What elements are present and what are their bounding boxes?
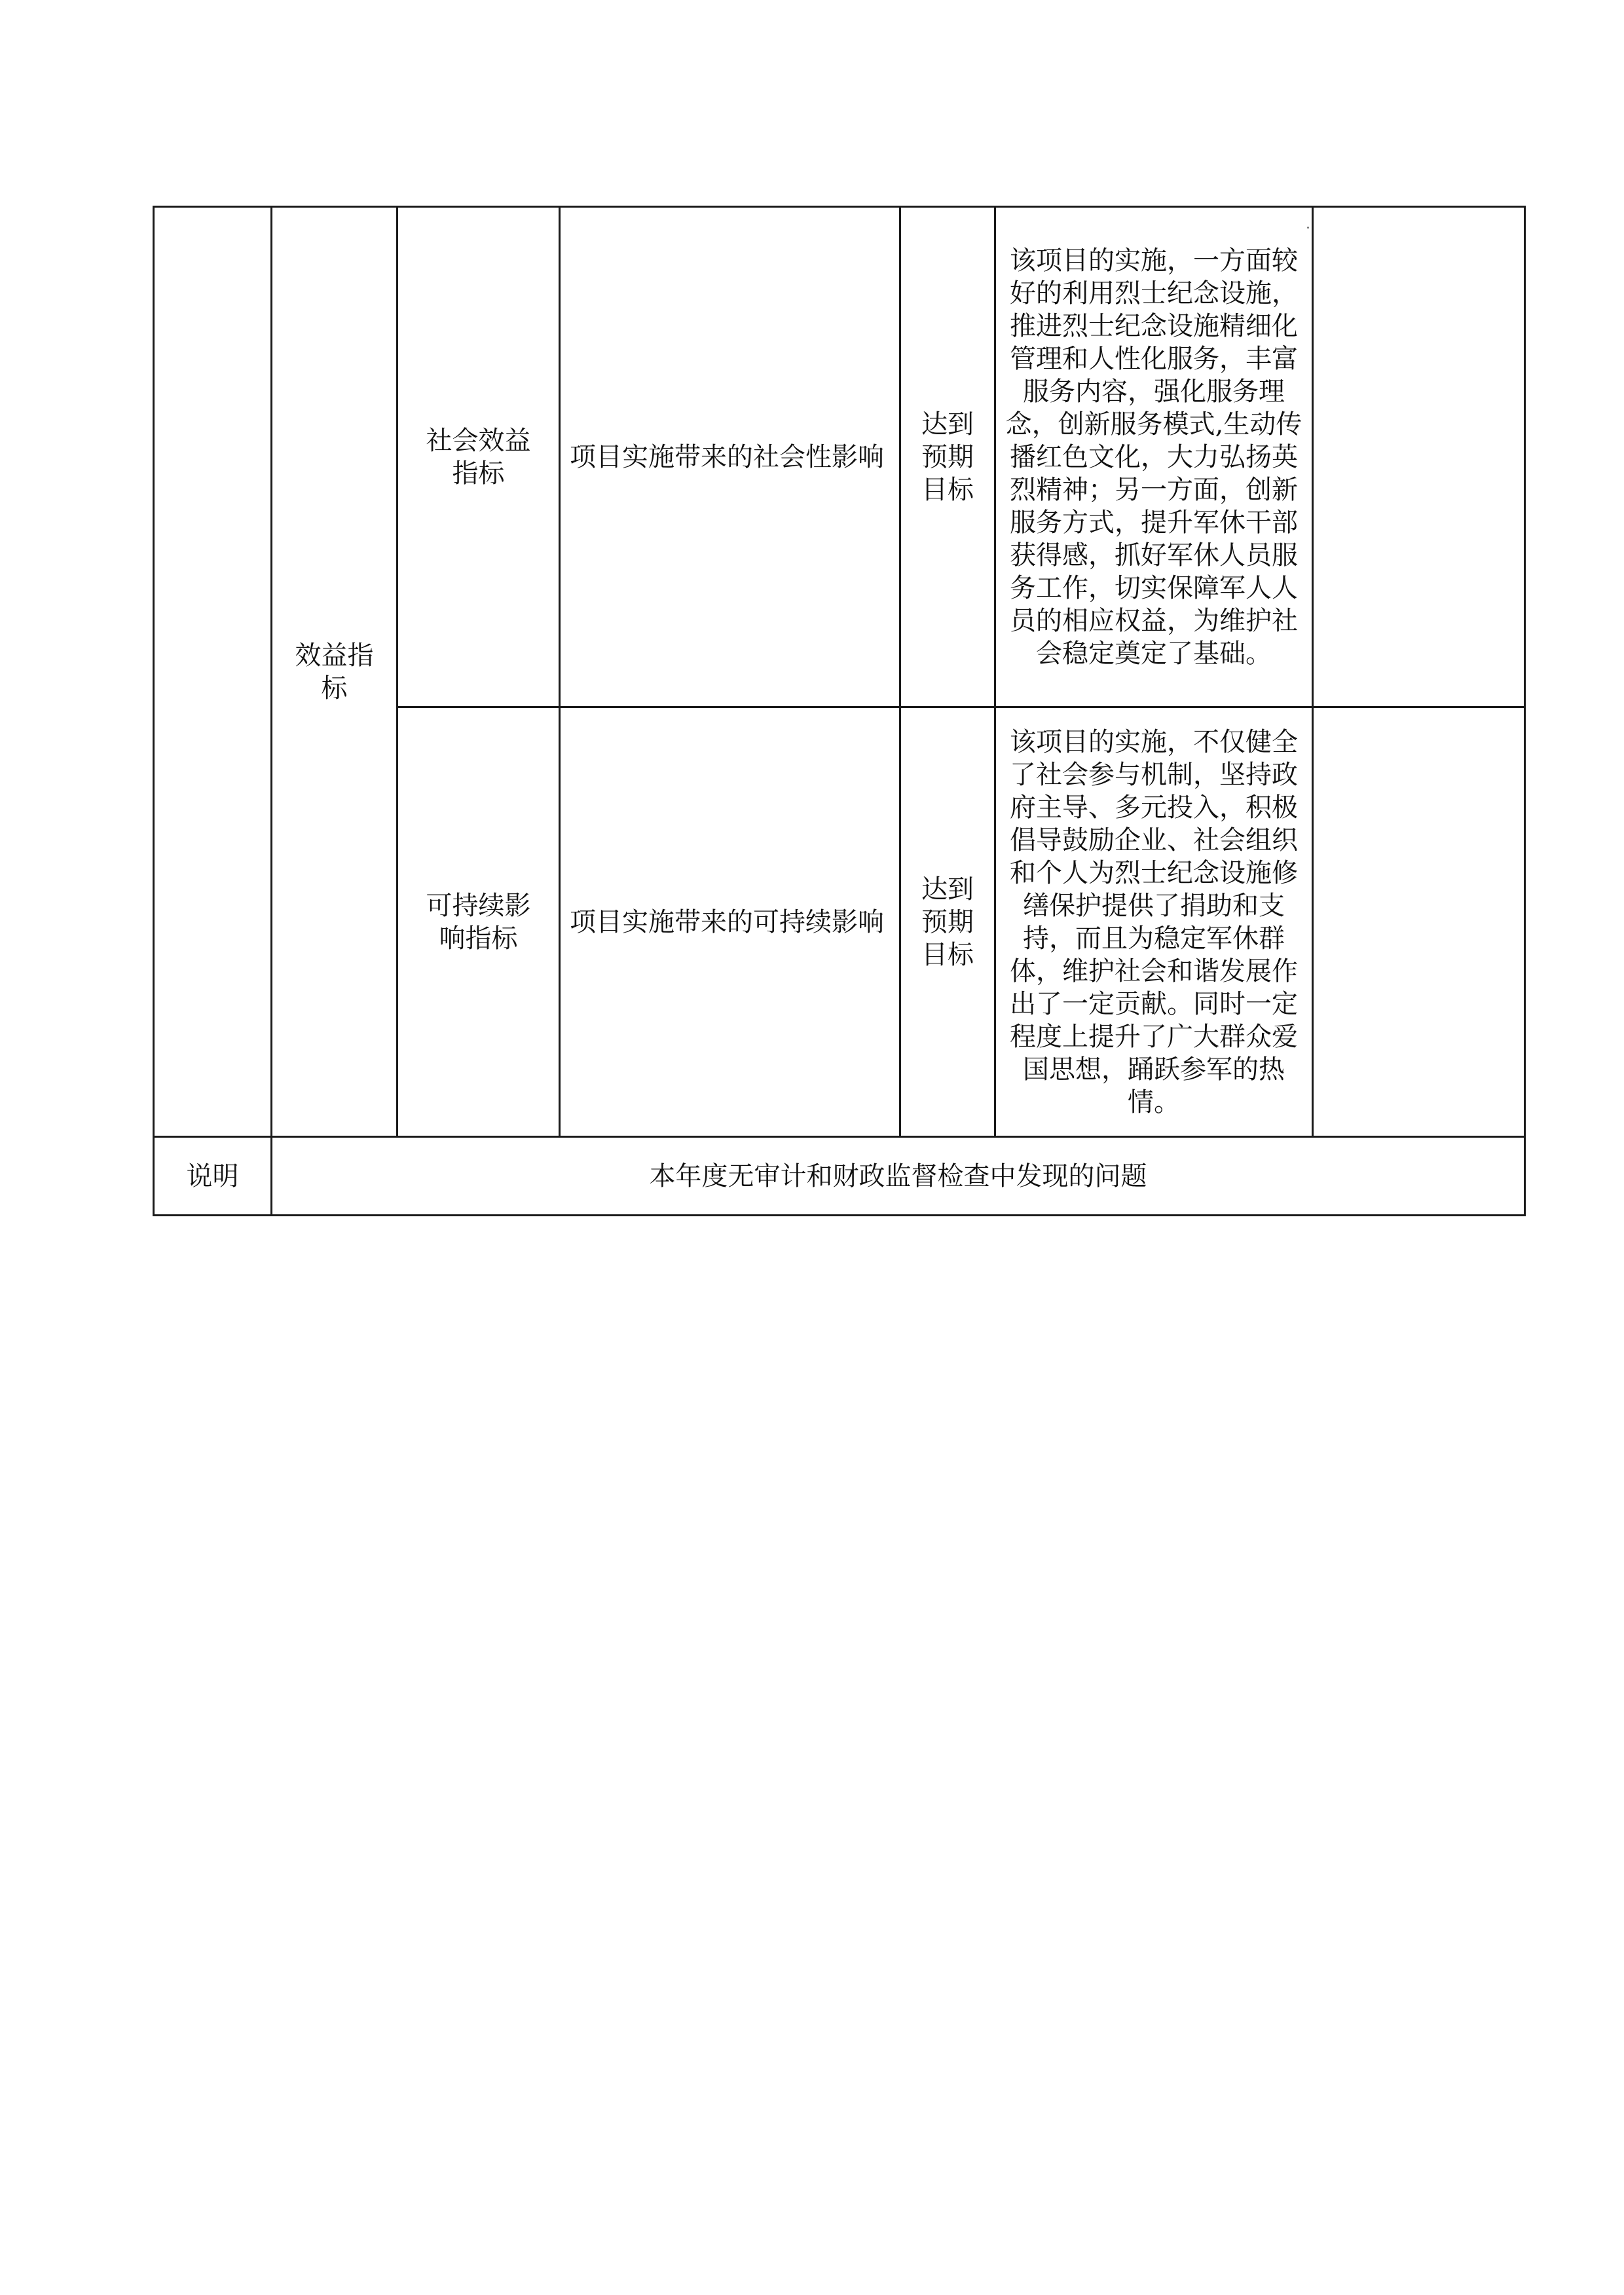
- indicator-cell: [397, 207, 560, 707]
- level2-category-text: 效益指标: [295, 640, 374, 703]
- description-text: 项目实施带来的社会性影响: [570, 441, 884, 472]
- actual-value-text: 该项目的实施，不仅健全了社会参与机制，坚持政府主导、多元投入，积极倡导鼓励企业、社会组织和个人为烈士纪念设施修缮保护提供了捐助和支持，而且为稳定军休群体，维护社会和谐发展作出了一定贡献。同时一定程度上提升了广大群众爱国思想，踊跃参军的热情。: [1010, 726, 1298, 1117]
- remark-cell: [1313, 207, 1525, 707]
- remark-cell: [1313, 707, 1525, 1137]
- description-cell: [560, 207, 900, 707]
- indicator-cell: [397, 707, 560, 1137]
- performance-table: [153, 206, 1526, 1216]
- note-text-cell: 本年度无审计和财政监督检查中发现的问题: [272, 1137, 1525, 1216]
- target-cell: [900, 707, 995, 1137]
- description-text: 项目实施带来的可持续影响: [570, 906, 884, 937]
- level2-category-cell: [272, 207, 397, 1137]
- indicator-text: 社会效益指标: [426, 425, 531, 489]
- actual-value-cell: [995, 207, 1313, 707]
- table-row: [154, 207, 1525, 707]
- actual-value-cell: [995, 707, 1313, 1137]
- indicator-text: 可持续影响指标: [426, 890, 531, 954]
- target-text: 达到预期目标: [921, 409, 974, 505]
- note-label-cell: 说明: [154, 1137, 272, 1216]
- level1-category-cell: [154, 207, 272, 1137]
- note-row: [154, 1137, 1525, 1216]
- target-text: 达到预期目标: [921, 874, 974, 970]
- description-cell: [560, 707, 900, 1137]
- actual-value-text: 该项目的实施，一方面较好的利用烈士纪念设施，推进烈士纪念设施精细化管理和人性化服务，丰富服务内容，强化服务理念，创新服务模式,生动传播红色文化，大力弘扬英烈精神；另一方面，创新服务方式，提升军休干部获得感，抓好军休人员服务工作，切实保障军人人员的相应权益，为维护社会稳定奠定了基础。: [1005, 245, 1302, 669]
- target-cell: [900, 207, 995, 707]
